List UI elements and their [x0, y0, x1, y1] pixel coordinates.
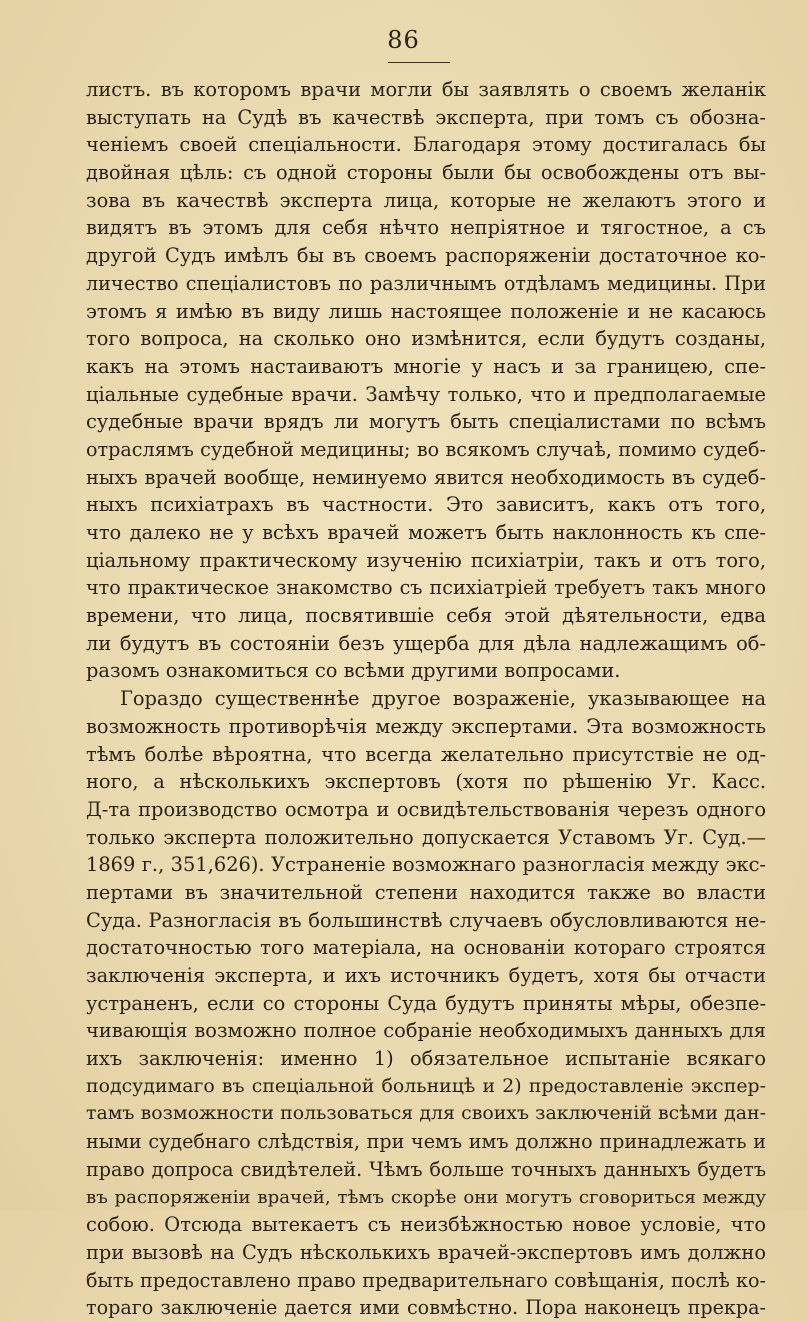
text-line: Д-та производство осмотра и освидѣтельствованія черезъ одного: [86, 797, 766, 821]
text-line: времени, что лица, посвятившіе себя этой дѣятельности, едва: [86, 604, 766, 628]
text-line: 1869 г., 351,626). Устраненіе возможнаго разногласія между экс-: [86, 853, 766, 877]
text-line: этомъ я имѣю въ виду лишь настоящее положеніе и не касаюсь: [86, 299, 766, 323]
text-line: заключенія эксперта, и ихъ источникъ будетъ, хотя бы отчасти: [86, 964, 766, 987]
page-number-rule: [388, 62, 450, 63]
text-line: судебные врачи врядъ ли могутъ быть спеціалистами по всѣмъ: [86, 410, 766, 434]
text-line: ными судебнаго слѣдствія, при чемъ имъ должно принадлежать и: [86, 1130, 766, 1154]
text-line: только эксперта положительно допускается Уставомъ Уг. Суд.—: [86, 825, 766, 849]
text-line: видятъ въ этомъ для себя нѣчто непріятное и тягостное, а съ: [86, 216, 766, 240]
text-line: ціальные судебные врачи. Замѣчу только, что и предполагаемые: [86, 382, 766, 406]
body-text: [86, 76, 766, 1322]
text-line: разомъ ознакомиться со всѣми другими вопросами.: [86, 659, 621, 683]
text-line: выступать на Судѣ въ качествѣ эксперта, при томъ съ обозна-: [86, 105, 766, 129]
text-line: ченіемъ своей спеціальности. Благодаря этому достигалась бы: [86, 133, 766, 157]
text-line: ного, а нѣсколькихъ экспертовъ (хотя по рѣшенію Уг. Касс.: [86, 770, 766, 794]
text-line: собою. Отсюда вытекаетъ съ неизбѣжностью новое условіе, что: [86, 1213, 766, 1237]
text-line: ныхъ психіатрахъ въ частности. Это зависитъ, какъ отъ того,: [86, 493, 766, 517]
text-line: того вопроса, на сколько оно измѣнится, если будутъ созданы,: [86, 327, 766, 351]
text-line: достаточностью того матеріала, на основаніи котораго строятся: [86, 936, 766, 960]
text-line: какъ на этомъ настаиваютъ многіе у насъ и за границею, спе-: [86, 354, 766, 378]
text-line: другой Судъ имѣлъ бы въ своемъ распоряженіи достаточное ко-: [86, 244, 766, 268]
text-line: листъ. въ которомъ врачи могли бы заявлять о своемъ желанік: [86, 78, 766, 101]
text-line: зова въ качествѣ эксперта лица, которые не желаютъ этого и: [86, 188, 766, 212]
text-line: возможность противорѣчія между экспертами. Эта возможность: [86, 714, 766, 738]
text-line: двойная цѣль: съ одной стороны были бы освобождены отъ вы-: [86, 161, 766, 185]
text-line: пертами въ значительной степени находится также во власти: [86, 880, 766, 904]
text-line: при вызовѣ на Судъ нѣсколькихъ врачей-экспертовъ имъ должно: [86, 1240, 766, 1264]
text-line: тораго заключеніе дается ими совмѣстно. Пора наконецъ прекра-: [86, 1296, 766, 1320]
text-line: быть предоставлено право предварительнаго совѣщанія, послѣ ко-: [86, 1268, 766, 1292]
text-line: что практическое знакомство съ психіатріей требуетъ такъ много: [86, 576, 766, 600]
page-number: 86: [387, 26, 420, 54]
text-line: личество спеціалистовъ по различнымъ отдѣламъ медицины. При: [86, 271, 766, 295]
text-line: ціальному практическому изученію психіатріи, такъ и отъ того,: [86, 548, 766, 572]
text-line: что далеко не у всѣхъ врачей можетъ быть наклонность къ спе-: [86, 521, 766, 544]
text-line: ихъ заключенія: именно 1) обязательное испытаніе всякаго: [86, 1047, 766, 1071]
text-line: тѣмъ болѣе вѣроятна, что всегда желательно присутствіе не од-: [86, 742, 766, 766]
text-line: Суда. Разногласія въ большинствѣ случаевъ обусловливаются не-: [86, 908, 766, 932]
text-line: подсудимаго въ спеціальной больницѣ и 2) предоставленіе экспер-: [86, 1074, 766, 1097]
text-line: въ распоряженіи врачей, тѣмъ скорѣе они могутъ сговориться между: [86, 1186, 766, 1208]
text-line: чивающія возможно полное собраніе необходимыхъ данныхъ для: [86, 1019, 766, 1043]
text-line: право допроса свидѣтелей. Чѣмъ больше точныхъ данныхъ будетъ: [86, 1157, 766, 1181]
text-line: ныхъ врачей вообще, неминуемо явится необходимость въ судеб-: [86, 465, 766, 489]
text-line: ли будутъ въ состояніи безъ ущерба для дѣла надлежащимъ об-: [86, 631, 766, 655]
text-line: отраслямъ судебной медицины; во всякомъ случаѣ, помимо судеб-: [86, 437, 766, 461]
text-line: тамъ возможности пользоваться для своихъ заключеній всѣми дан-: [86, 1102, 766, 1125]
text-line: устраненъ, если со стороны Суда будутъ приняты мѣры, обезпе-: [86, 991, 766, 1015]
text-line: Гораздо существеннѣе другое возраженіе, указывающее на: [120, 687, 766, 711]
